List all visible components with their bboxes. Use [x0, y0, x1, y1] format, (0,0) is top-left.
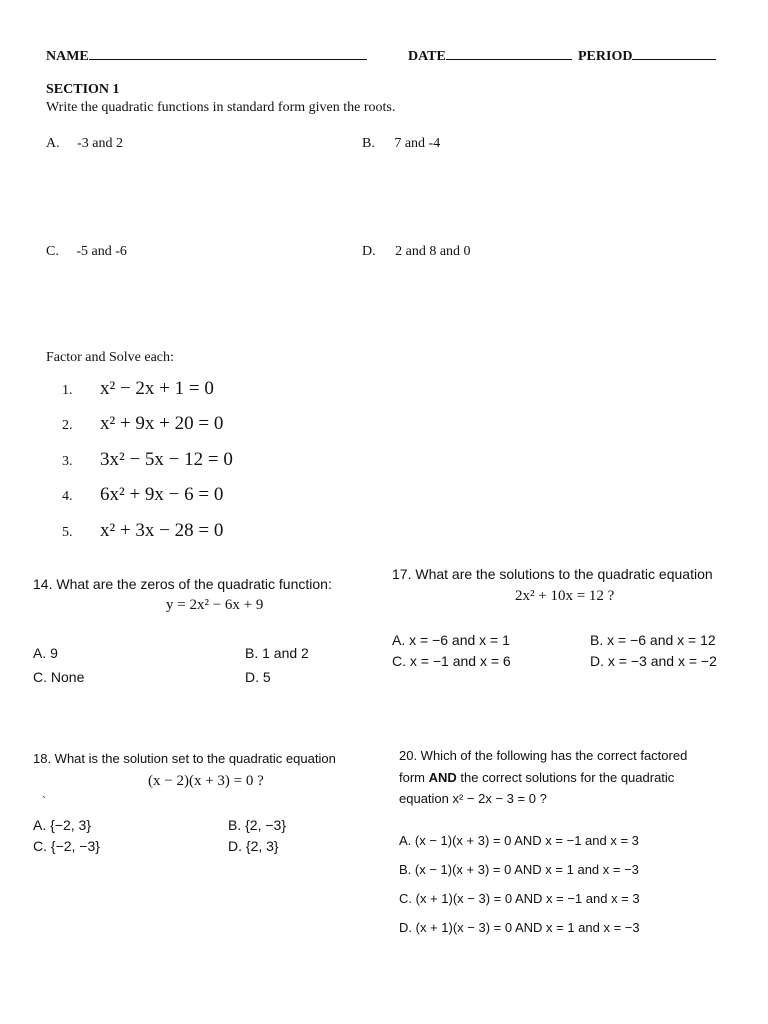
q18-question: 18. What is the solution set to the quadratic equation	[33, 751, 336, 766]
q17-choice-c[interactable]: C. x = −1 and x = 6	[392, 653, 511, 669]
factor-item-5	[62, 520, 223, 542]
date-field	[408, 47, 572, 65]
equation: 3x² − 5x − 12 = 0	[100, 449, 233, 470]
q20-question-line2	[399, 770, 674, 785]
q14-choice-b[interactable]: B. 1 and 2	[245, 645, 309, 661]
q14-choice-d[interactable]: D. 5	[245, 669, 271, 685]
item-letter: A.	[46, 136, 60, 151]
item-letter: D.	[362, 244, 376, 259]
q18-choice-a[interactable]: A. {−2, 3}	[33, 817, 91, 833]
q17-choice-d[interactable]: D. x = −3 and x = −2	[590, 653, 717, 669]
roots-item-d	[362, 244, 471, 260]
factor-item-3	[62, 449, 233, 471]
factor-item-2	[62, 413, 223, 435]
roots-item-b	[362, 136, 440, 152]
item-number: 2.	[62, 418, 73, 433]
item-roots: 7 and -4	[394, 136, 441, 151]
q18-choice-d[interactable]: D. {2, 3}	[228, 838, 279, 854]
equation: x² + 3x − 28 = 0	[100, 520, 224, 541]
name-label: NAME	[46, 49, 89, 64]
item-number: 4.	[62, 489, 73, 504]
q14-choice-a[interactable]: A. 9	[33, 645, 58, 661]
item-number: 1.	[62, 383, 73, 398]
section1-instruction: Write the quadratic functions in standard form given the roots.	[46, 100, 396, 115]
q14-question: 14. What are the zeros of the quadratic function:	[33, 576, 332, 592]
q18-choice-b[interactable]: B. {2, −3}	[228, 817, 286, 833]
q20-choice-d[interactable]: D. (x + 1)(x − 3) = 0 AND x = 1 and x = −3	[399, 920, 640, 935]
factor-item-4	[62, 484, 223, 506]
equation: x² + 9x + 20 = 0	[100, 413, 224, 434]
q17-choice-a[interactable]: A. x = −6 and x = 1	[392, 632, 510, 648]
item-roots: -5 and -6	[76, 244, 127, 259]
q18-equation: (x − 2)(x + 3) = 0 ?	[148, 773, 264, 789]
factor-item-1	[62, 378, 214, 400]
name-blank[interactable]	[89, 47, 367, 60]
q18-choice-c[interactable]: C. {−2, −3}	[33, 838, 100, 854]
date-label: DATE	[408, 49, 446, 64]
q20-choice-c[interactable]: C. (x + 1)(x − 3) = 0 AND x = −1 and x = 3	[399, 891, 640, 906]
q14-function: y = 2x² − 6x + 9	[166, 597, 264, 613]
q20-line2-post: the correct solutions for the quadratic	[456, 770, 675, 785]
factor-instruction: Factor and Solve each:	[46, 350, 174, 365]
item-number: 5.	[62, 525, 73, 540]
item-roots: 2 and 8 and 0	[395, 244, 471, 259]
equation: 6x² + 9x − 6 = 0	[100, 484, 224, 505]
q18-stray-mark: `	[42, 794, 46, 808]
period-blank[interactable]	[632, 47, 716, 60]
q20-line2-bold: AND	[428, 770, 457, 785]
q17-question: 17. What are the solutions to the quadratic equation	[392, 566, 713, 582]
q20-choice-a[interactable]: A. (x − 1)(x + 3) = 0 AND x = −1 and x = 3	[399, 833, 639, 848]
period-label: PERIOD	[578, 49, 633, 64]
q14-choice-c[interactable]: C. None	[33, 669, 85, 685]
section1-title: SECTION 1	[46, 82, 120, 97]
period-field	[578, 47, 716, 65]
q17-choice-b[interactable]: B. x = −6 and x = 12	[590, 632, 716, 648]
q20-line2-pre: form	[399, 770, 429, 785]
date-blank[interactable]	[446, 47, 572, 60]
roots-item-a	[46, 136, 123, 152]
q20-choice-b[interactable]: B. (x − 1)(x + 3) = 0 AND x = 1 and x = −3	[399, 862, 639, 877]
item-roots: -3 and 2	[77, 136, 124, 151]
item-letter: B.	[362, 136, 375, 151]
item-letter: C.	[46, 244, 59, 259]
q17-equation: 2x² + 10x = 12 ?	[515, 588, 615, 604]
name-field	[46, 47, 367, 65]
item-number: 3.	[62, 454, 73, 469]
roots-item-c	[46, 244, 127, 260]
q20-question-line1: 20. Which of the following has the correct factored	[399, 748, 688, 763]
equation: x² − 2x + 1 = 0	[100, 378, 214, 399]
q20-question-line3: equation x² − 2x − 3 = 0 ?	[399, 791, 547, 806]
